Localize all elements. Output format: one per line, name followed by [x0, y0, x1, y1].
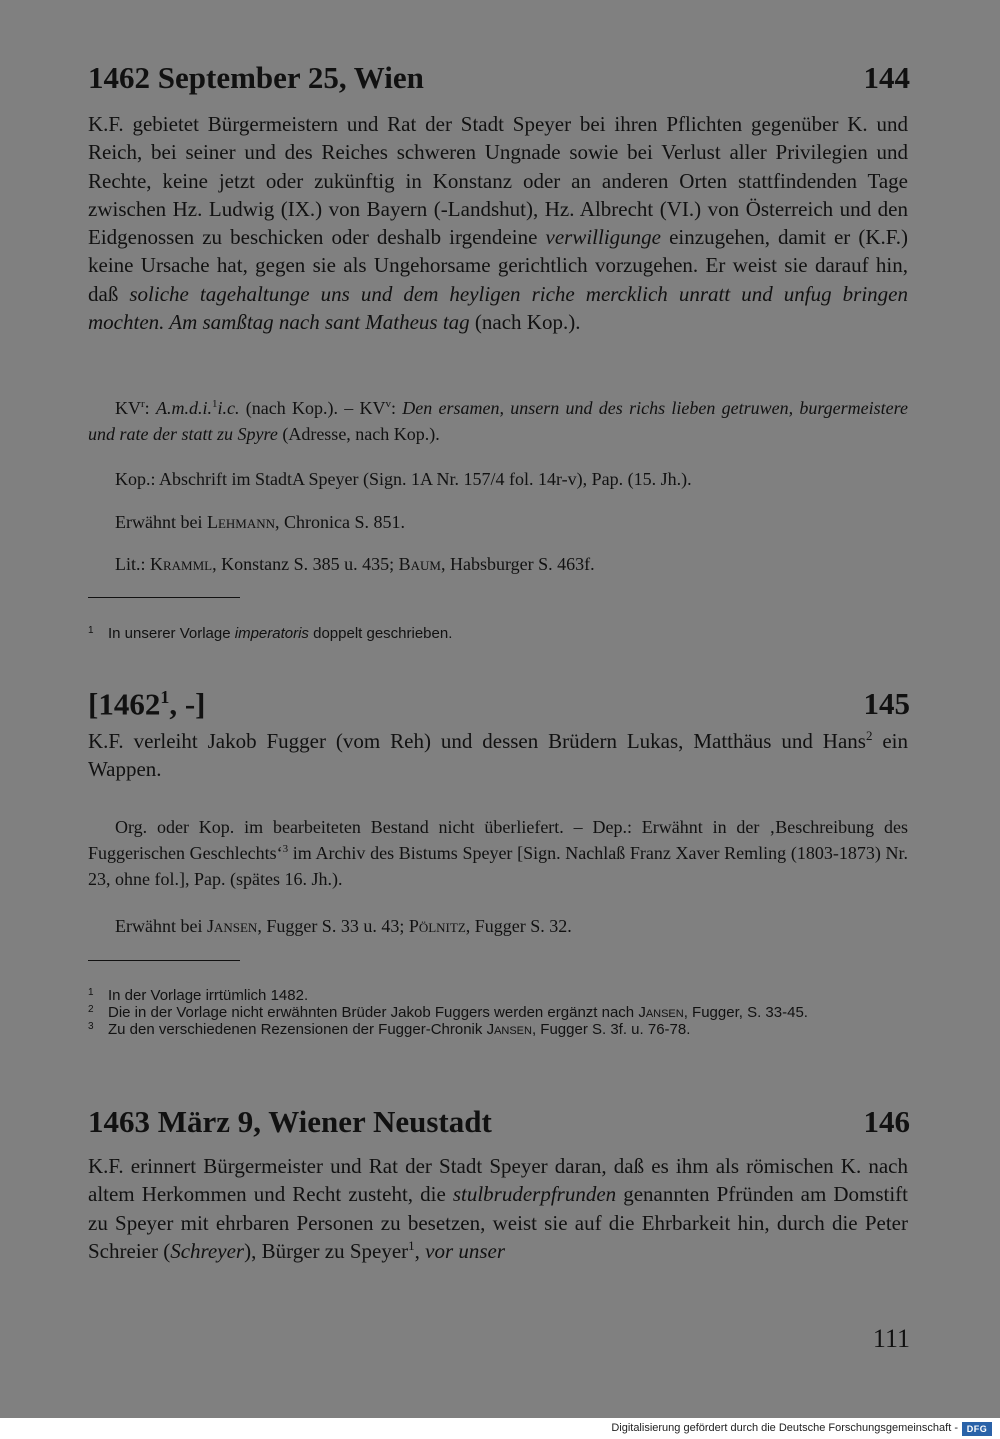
entry-summary-145: K.F. verleiht Jakob Fugger (vom Reh) und dessen Brüdern Lukas, Matthäus und Hans$^2$ ein Wappen.: [88, 728, 909, 782]
footnote: 1 In unserer Vorlage imperatoris doppelt geschrieben.: [88, 625, 453, 642]
page-number: 111: [872, 1324, 910, 1353]
footnote: 3 Zu den verschiedenen Rezensionen der Fugger-Chronik Jansen, Fugger S. 3f. u. 76-78.: [88, 1021, 691, 1038]
entry-number: 145: [863, 686, 910, 722]
entry-number: 146: [863, 1104, 910, 1139]
entry-date: 1463 März 9, Wiener Neustadt: [88, 1104, 492, 1139]
dfg-logo: DFG: [962, 1422, 992, 1436]
entry-heading-144: [88, 60, 910, 96]
footnote: 1 In der Vorlage irrtümlich 1482.: [88, 987, 309, 1004]
funding-notice: Digitalisierung gefördert durch die Deutsche Forschungsgemeinschaft -: [611, 1422, 958, 1434]
erwaehnt-note-145: Erwähnt bei Jansen, Fugger S. 33 u. 43; Pölnitz, Fugger S. 32.: [115, 916, 572, 936]
entry-date: [1462$^1$, -]: [88, 686, 206, 722]
footnote: 2 Die in der Vorlage nicht erwähnten Brüder Jakob Fuggers werden ergänzt nach Jansen, Fugger, S. 33-45.: [88, 1004, 808, 1021]
footnote-divider: [88, 960, 240, 961]
entry-heading-146: [88, 1104, 910, 1140]
entry-heading-145: [88, 679, 910, 722]
footnotes-144: [88, 625, 910, 642]
kop-note-144: Kop.: Abschrift im StadtA Speyer (Sign. 1A Nr. 157/4 fol. 14r-v), Pap. (15. Jh.).: [115, 469, 692, 489]
entry-date: 1462 September 25, Wien: [88, 60, 424, 95]
footnote-divider: [88, 597, 240, 598]
entry-summary-144: K.F. gebietet Bürgermeistern und Rat der Stadt Speyer bei ihren Pflichten gegenüber K. und Reich, bei seiner und des Reiches schweren Ungnade sowie bei Verlust aller Privilegien und Rechte, keine jetzt oder zukünftig in Konstanz oder an anderen Orten stattfindenden Tage zwischen Hz. Ludwig (IX.) von Bayern (-Landshut), Hz. Albrecht (VI.) von Österreich und den Eidgenossen zu beschicken oder deshalb irgendeine verwilligunge einzugehen, damit er (K.F.) keine Ursache hat, gegen sie als Ungehorsame gerichtlich vorzugehen. Er weist sie darauf hin, daß soliche tagehaltunge uns und dem heyligen riche mercklich unratt und unfug bringen mochten. Am samßtag nach sant Matheus tag (nach Kop.).: [88, 112, 909, 335]
digitization-footer: [0, 1418, 1000, 1439]
entry-number: 144: [863, 60, 910, 95]
footnotes-145: [88, 987, 910, 1038]
org-note-145: Org. oder Kop. im bearbeiteten Bestand nicht überliefert. – Dep.: Erwähnt in der ‚Beschreibung des Fuggerischen Geschlechts‘$^3$ im Archiv des Bistums Speyer [Sign. Nachlaß Franz Xaver Remling (1803-1873) Nr. 23, ohne fol.], Pap. (spätes 16. Jh.).: [88, 817, 908, 889]
lit-note-144: Lit.: Kramml, Konstanz S. 385 u. 435; Baum, Habsburger S. 463f.: [115, 554, 595, 574]
erwaehnt-note-144: Erwähnt bei Lehmann, Chronica S. 851.: [115, 512, 406, 532]
entry-summary-146: K.F. erinnert Bürgermeister und Rat der Stadt Speyer daran, daß es ihm als römischen K. nach altem Herkommen und Recht zusteht, die stulbruderpfrunden genannten Pfründen am Domstift zu Speyer mit ehrbaren Personen zu besetzen, weist sie auf die Ehrbarkeit hin, durch die Peter Schreier (Schreyer), Bürger zu Speyer$^1$, vor unser: [88, 1154, 908, 1263]
kv-note-144: $KV^r$: A.m.d.i.$^1$i.c. (nach Kop.). – $KV^v$: Den ersamen, unsern und des richs lieben getruwen, burgermeistere und rate der statt zu Spyre (Adresse, nach Kop.).: [88, 398, 908, 444]
